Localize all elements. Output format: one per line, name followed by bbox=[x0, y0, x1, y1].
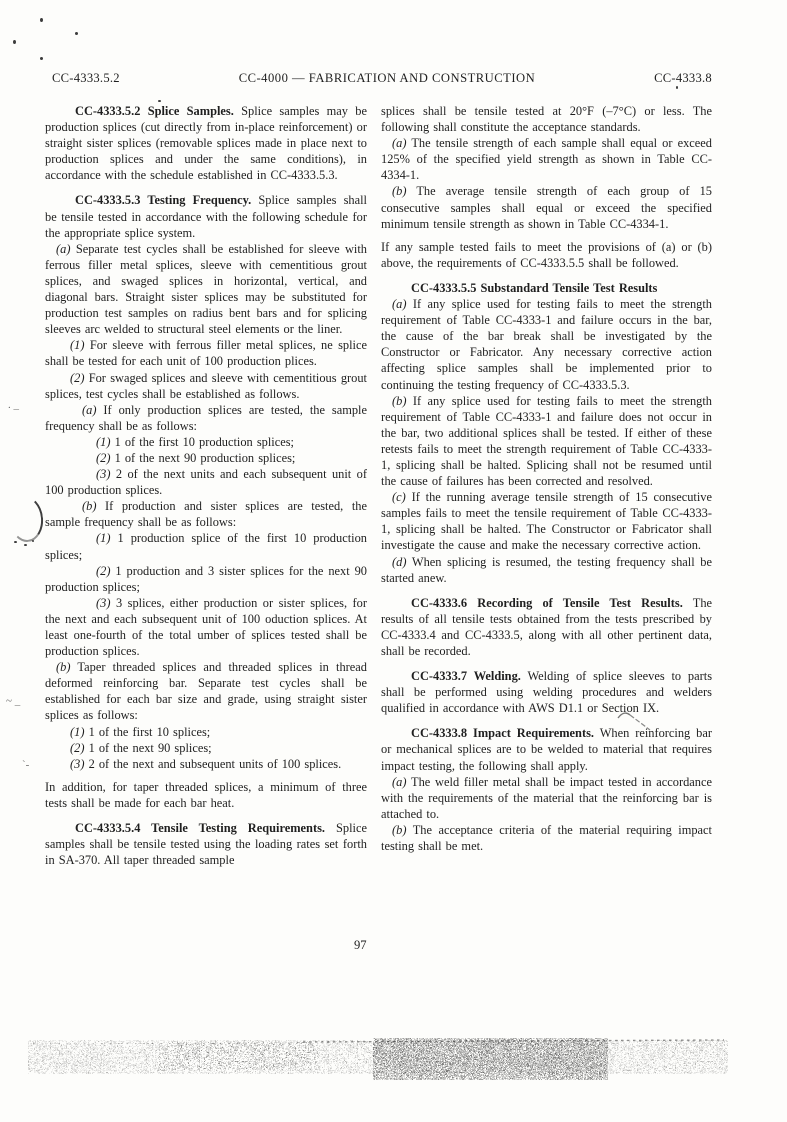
paragraph-text: The tensile strength of each sample shall equal or exceed 125% of the specified yield strength as shown in Table CC-4334-1. bbox=[381, 136, 713, 183]
paragraph-text: If any splice used for testing fails to meet the strength requirement of Table CC-4333-1 and failure occurs in the bar, the cause of the bar break shall be investigated by the Constructor or Fabricator. Any necessary corrective action affecting splice samples shall be implemented prior to continuing the testing frequency of CC-4333.5.3. bbox=[381, 297, 712, 392]
paragraph-text: The results of all tensile tests obtained from the tests prescribed by CC-4333.4 and CC-4333.5, along with all other pertinent data, shall be recorded. bbox=[381, 595, 713, 658]
list-marker: (2) bbox=[96, 563, 111, 578]
paragraph-text: For swaged splices and sleeve with cementitious grout splices, test cycles shall be established as follows. bbox=[45, 370, 367, 401]
paragraph-text: 1 production and 3 sister splices for the next 90 production splices; bbox=[45, 563, 368, 594]
paragraph bbox=[381, 135, 712, 183]
paragraph-text: When splicing is resumed, the testing frequency shall be started anew. bbox=[381, 554, 712, 585]
list-marker: (b) bbox=[392, 184, 407, 199]
paragraph-text: If any splice used for testing fails to meet the strength requirement of Table CC-4333-1 and failure does not occur in the bar, two additional splices shall be tested. If either of these retests fails to meet the strength requirement of Table CC-4333-1, splicing shall be halted. Splicing shall not be resumed until the cause of failures has been corrected and resolved. bbox=[381, 393, 712, 489]
paragraph bbox=[45, 724, 367, 740]
scan-speckle bbox=[14, 541, 17, 543]
header-title: CC-4000 — FABRICATION AND CONSTRUCTION bbox=[238, 71, 536, 85]
list-marker: (b) bbox=[82, 499, 97, 514]
section-heading: CC-4333.5.3 Testing Frequency. bbox=[75, 193, 252, 208]
section-paragraph bbox=[45, 192, 367, 240]
list-marker: (a) bbox=[82, 402, 97, 417]
paragraph bbox=[381, 296, 712, 393]
paragraph bbox=[45, 498, 367, 530]
paragraph-text: 1 of the first 10 splices; bbox=[88, 724, 211, 739]
scan-speckle bbox=[158, 100, 161, 102]
paragraph bbox=[45, 779, 367, 811]
scan-speckle bbox=[13, 40, 16, 44]
paragraph bbox=[45, 402, 367, 434]
section-paragraph bbox=[45, 820, 367, 868]
paragraph-text: 2 of the next units and each subsequent unit of 100 production splices. bbox=[45, 467, 367, 498]
paragraph-text: The weld filler metal shall be impact tested in accordance with the requirements of the material that the reinforcing bar is attached to. bbox=[381, 774, 712, 821]
paragraph-text: 3 splices, either production or sister splices, for the next and each subsequent unit of 100 oduction splices. At least one-fourth of the total umber of splices tested shall be production splices. bbox=[45, 595, 367, 659]
paragraph-text: If production and sister splices are tested, the sample frequency shall be as follows: bbox=[45, 499, 367, 530]
paragraph-text: If only production splices are tested, the sample frequency shall be as follows: bbox=[45, 402, 367, 433]
paragraph bbox=[45, 466, 367, 498]
paragraph bbox=[381, 554, 712, 586]
scan-speckle bbox=[24, 544, 27, 546]
paragraph-text: 1 of the next 90 splices; bbox=[88, 740, 212, 755]
paragraph bbox=[45, 450, 367, 466]
list-marker: (b) bbox=[56, 660, 71, 675]
section-paragraph bbox=[381, 595, 712, 659]
margin-mark: ~ _ bbox=[6, 695, 21, 707]
section-paragraph bbox=[381, 280, 712, 296]
paragraph bbox=[381, 489, 712, 553]
paragraph-text: The acceptance criteria of the material requiring impact testing shall be met. bbox=[381, 822, 712, 854]
header-section-left: CC-4333.5.2 bbox=[52, 71, 120, 85]
scan-speckle bbox=[32, 540, 34, 542]
section-paragraph bbox=[381, 668, 712, 716]
paragraph-text: In addition, for taper threaded splices, a minimum of three tests shall be made for each bar heat. bbox=[45, 779, 367, 810]
scan-speckle bbox=[75, 32, 78, 35]
paragraph-text: Splice samples shall be tensile tested in accordance with the following schedule for the appropriate splice system. bbox=[45, 193, 367, 240]
list-marker: (c) bbox=[392, 490, 406, 505]
paragraph-text: When reinforcing bar or mechanical splices are to be welded to material that requires impact testing, the following shall apply. bbox=[381, 726, 712, 773]
scan-speckle bbox=[676, 86, 678, 89]
pen-mark-arc bbox=[7, 494, 46, 543]
paragraph bbox=[381, 103, 712, 135]
pen-mark-squiggle bbox=[616, 708, 662, 739]
right-column bbox=[381, 103, 712, 854]
paragraph bbox=[45, 530, 367, 562]
paragraph-text: Welding of splice sleeves to parts shall be performed using welding procedures and welders qualified in accordance with AWS D1.1 or Section IX. bbox=[381, 669, 713, 716]
list-marker: (d) bbox=[392, 554, 407, 569]
paragraph bbox=[381, 239, 712, 271]
list-marker: (3) bbox=[96, 467, 111, 482]
margin-mark: `- bbox=[22, 759, 30, 771]
section-heading: CC-4333.5.2 Splice Samples. bbox=[75, 104, 234, 118]
list-marker: (b) bbox=[392, 822, 407, 837]
paragraph-text: Splice samples may be production splices (cut directly from in-place reinforcement) or straight sister splices (removable splices made in place next to production splices and under the same conditions), in accordance with the schedule established in CC-4333.5.3. bbox=[45, 104, 367, 183]
paragraph-text: Splice samples shall be tensile tested using the loading rates set forth in SA-370. All taper threaded sample bbox=[45, 821, 367, 868]
page-number: 97 bbox=[354, 938, 367, 952]
list-marker: (2) bbox=[96, 450, 111, 465]
list-marker: (a) bbox=[392, 136, 407, 151]
section-heading: CC-4333.6 Recording of Tensile Test Results. bbox=[411, 595, 683, 610]
paragraph bbox=[381, 393, 712, 490]
paragraph-text: 1 of the first 10 production splices; bbox=[114, 434, 295, 449]
list-marker: (2) bbox=[70, 740, 85, 755]
paragraph bbox=[45, 434, 367, 450]
paragraph bbox=[45, 740, 367, 756]
list-marker: (1) bbox=[70, 338, 85, 353]
paragraph-text: The average tensile strength of each group of 15 consecutive samples shall equal or exceed the specified minimum tensile strength as shown in Table CC-4334-1. bbox=[381, 184, 712, 231]
list-marker: (3) bbox=[96, 595, 111, 610]
paragraph bbox=[45, 595, 367, 659]
left-column bbox=[45, 103, 367, 868]
paragraph-text: Separate test cycles shall be established for sleeve with ferrous filler metal splices, sleeve with cementitious grout splices, and swaged splices in horizontal, vertical, and diagonal bars. Straight sister splices may be substituted for production test samples on radius bent bars and for splicing sleeves arc welded to structural steel elements or the liner. bbox=[45, 241, 367, 337]
scan-speckle bbox=[40, 57, 43, 60]
paragraph-text: 2 of the next and subsequent units of 100 splices. bbox=[88, 756, 342, 771]
paragraph bbox=[45, 563, 367, 595]
paragraph-text: 1 of the next 90 production splices; bbox=[114, 450, 296, 465]
list-marker: (a) bbox=[392, 774, 407, 789]
list-marker: (2) bbox=[70, 370, 85, 385]
section-paragraph bbox=[381, 725, 712, 773]
paragraph bbox=[45, 370, 367, 402]
list-marker: (3) bbox=[70, 756, 85, 771]
list-marker: (1) bbox=[96, 531, 111, 546]
section-heading: CC-4333.5.5 Substandard Tensile Test Results bbox=[411, 280, 658, 295]
section-heading: CC-4333.5.4 Tensile Testing Requirements. bbox=[75, 821, 325, 836]
header-section-right: CC-4333.8 bbox=[654, 71, 712, 85]
paragraph bbox=[381, 183, 712, 231]
paragraph-text: Taper threaded splices and threaded splices in thread deformed reinforcing bar. Separate test cycles shall be established for each bar size and grade, using straight sister splices as follows: bbox=[45, 660, 367, 723]
list-marker: (1) bbox=[70, 724, 85, 739]
paragraph bbox=[381, 774, 712, 822]
paragraph-text: If the running average tensile strength of 15 consecutive samples fails to meet the tensile requirement of Table CC-4333-1, splicing shall be halted. The Constructor or Fabricator shall investigate the cause and make the necessary corrective action. bbox=[381, 490, 712, 553]
list-marker: (b) bbox=[392, 393, 407, 408]
scan-speckle bbox=[40, 18, 43, 22]
list-marker: (a) bbox=[56, 241, 71, 256]
paragraph bbox=[45, 337, 367, 369]
paragraph-text: 1 production splice of the first 10 production splices; bbox=[45, 531, 367, 562]
list-marker: (a) bbox=[392, 297, 407, 312]
paragraph bbox=[45, 756, 367, 772]
paragraph bbox=[45, 659, 367, 723]
section-paragraph bbox=[45, 103, 367, 183]
section-heading: CC-4333.7 Welding. bbox=[411, 669, 521, 684]
paragraph bbox=[45, 241, 367, 338]
list-marker: (1) bbox=[96, 434, 111, 449]
scan-noise-band bbox=[28, 1032, 728, 1089]
paragraph-text: For sleeve with ferrous filler metal splices, ne splice shall be tested for each unit of 100 production plices. bbox=[45, 338, 367, 369]
section-heading: CC-4333.8 Impact Requirements. bbox=[411, 726, 594, 741]
paragraph bbox=[381, 822, 712, 854]
paragraph-text: splices shall be tensile tested at 20°F (–7°C) or less. The following shall constitute the acceptance standards. bbox=[381, 104, 712, 135]
page-header bbox=[52, 71, 712, 86]
margin-mark: . _ bbox=[8, 399, 19, 411]
paragraph-text: If any sample tested fails to meet the provisions of (a) or (b) above, the requirements of CC-4333.5.5 shall be followed. bbox=[381, 239, 712, 270]
